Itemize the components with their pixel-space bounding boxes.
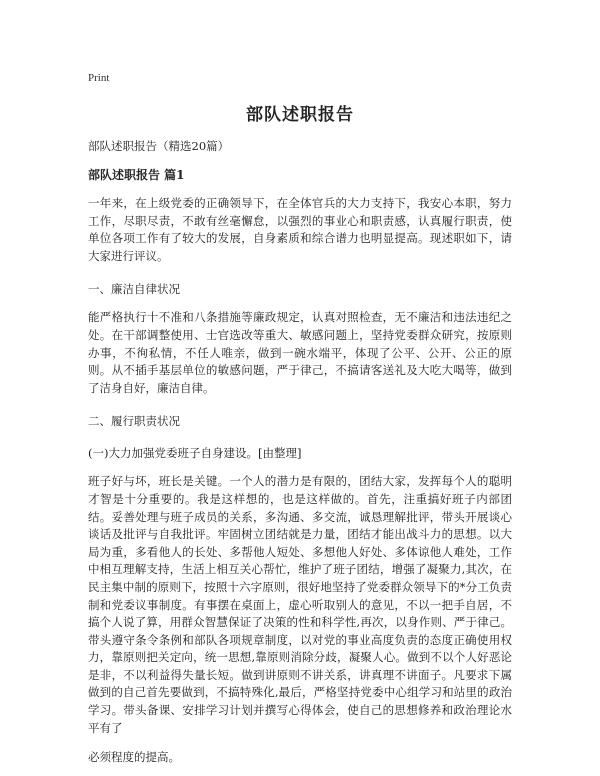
section-heading: 部队述职报告 篇1 [88, 168, 185, 182]
closing-paragraph: 必须程度的提高。 [88, 750, 180, 765]
heading-duties: 二、履行职责状况 [88, 414, 180, 429]
integrity-paragraph: 能严格执行十不准和八条措施等廉政规定，认真对照检查，无不廉洁和违法违纪之处。在干部调整使用、士官选改等重大、敏感问题上，坚持党委群众研究，按原则办事，不徇私情，不任人唯亲，做到一碗水端平，体现了公平、公开、公正的原则。从不插手基层单位的敏感问题，严于律己，不搞请客送礼及大吃大喝等，做到了洁身自好，廉洁自律。 [88, 310, 512, 395]
page-title: 部队述职报告 [246, 105, 354, 125]
intro-paragraph: 一年来，在上级党委的正确领导下，在全体官兵的大力支持下，我安心本职，努力工作，尽职尽责，不敢有丝毫懈怠，以强烈的事业心和职责感，认真履行职责，使单位各项工作有了较大的发展，自身素质和综合谱力也明显提高。现述职如下，请大家进行评议。 [88, 196, 512, 263]
print-label: Print [88, 72, 110, 84]
heading-integrity: 一、廉洁自律状况 [88, 282, 180, 297]
document-subtitle: 部队述职报告（精选20篇） [88, 139, 230, 153]
subheading-party-committee: (一)大力加强党委班子自身建设。[由整理] [88, 446, 302, 461]
duties-paragraph: 班子好与坏，班长是关键。一个人的潜力是有限的，团结大家，发挥每个人的聪明才智是十分重要的。我是这样想的，也是这样做的。首先，注重搞好班子内部团结。妥善处理与班子成员的关系，多沟通、多交流，诚恳理解批评，带头开展谈心谈话及批评与自我批评。牢固树立团结就是力量，团结才能出战斗力的思想。以大局为重，多看他人的长处、多帮他人短处、多想他人好处、多体谅他人难处，工作中相互理解支持，生活上相互关心帮忙，维护了班子团结，增强了凝聚力,其次，在民主集中制的原则下，按照十六字原则，很好地坚持了党委群众领导下的*分工负责制和党委议事制度。有事摆在桌面上，虚心听取别人的意见，不以一把手自居，不搞个人说了算，用群众智慧保证了决策的性和科学性,再次，以身作则、严于律己。带头遵守条令条例和部队各项规章制度，以对党的事业高度负责的态度正确使用权力，靠原则把关定向，统一思想,靠原则消除分歧，凝聚人心。做到不以个人好恶论是非，不以利益得失量长短。做到讲原则不讲关系，讲真理不讲面子。凡要求下属做到的自己首先要做到，不搞特殊化,最后，严格坚持党委中心组学习和站里的政治学习。带头备课、安排学习计划并撰写心得体会，使自己的思想修养和政治理论水平有了 [88, 474, 512, 735]
